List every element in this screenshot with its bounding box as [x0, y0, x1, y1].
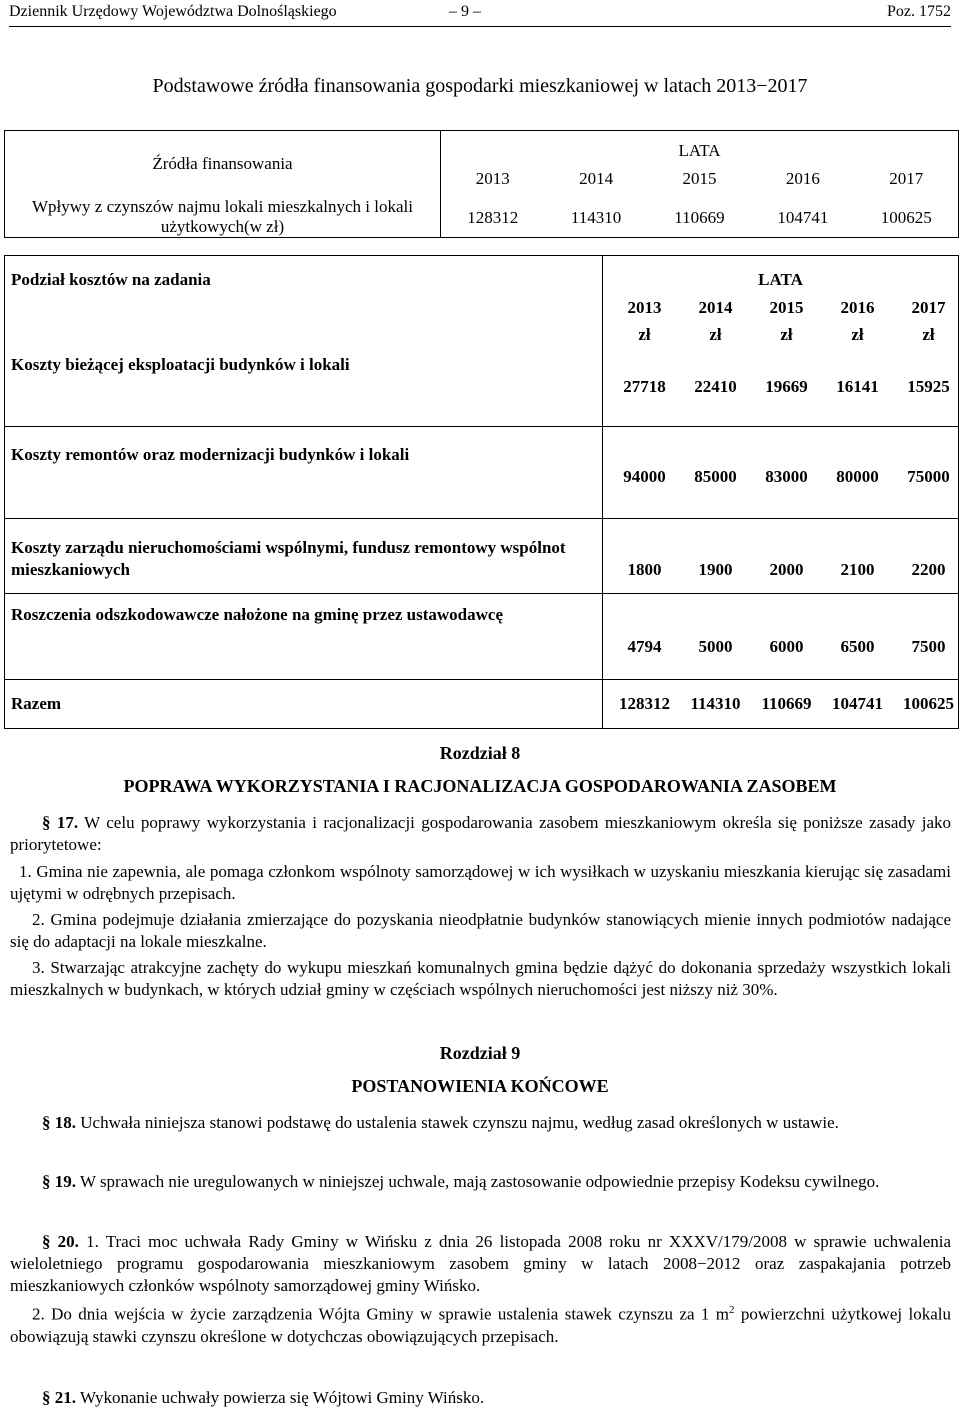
financing-values-cell: [441, 131, 959, 238]
value-cell: 104741: [777, 208, 829, 227]
value-cell: 7500: [911, 637, 946, 656]
paragraph-text: powierzchni użytkowej lokalu obowiązują stawki czynszu określone w dotychczas obowiązujących przepisach.: [10, 1304, 952, 1346]
unit-cell: zł: [922, 325, 935, 344]
value-cell: 1900: [698, 560, 733, 579]
value-cell: 2100: [840, 560, 875, 579]
financing-column-label: Źródła finansowania: [152, 154, 293, 173]
page-header: [9, 2, 951, 22]
table-row: [5, 594, 603, 680]
chapter-9-subtitle: POSTANOWIENIA KOŃCOWE: [351, 1076, 609, 1096]
row-label: Roszczenia odszkodowawcze nałożone na gminę przez ustawodawcę: [11, 605, 503, 624]
row-label: Koszty bieżącej eksploatacji budynków i lokali: [11, 355, 350, 374]
total-row-values: [603, 680, 959, 729]
page-title: Podstawowe źródła finansowania gospodarki mieszkaniowej w latach 2013−2017: [152, 75, 808, 97]
total-label: Razem: [11, 694, 62, 713]
paragraph-number: § 17.: [42, 813, 79, 832]
year-cell: 2017: [889, 169, 924, 188]
value-cell: 83000: [765, 467, 808, 486]
year-cell: 2013: [627, 298, 662, 317]
paragraph-19: [10, 1171, 951, 1193]
paragraph-17: [10, 812, 951, 856]
paragraph-text: Wykonanie uchwały powierza się Wójtowi Gminy Wińsko.: [79, 1388, 485, 1407]
header-divider: [9, 26, 951, 27]
value-cell: 94000: [623, 467, 666, 486]
unit-cell: zł: [780, 325, 793, 344]
value-cell: 6000: [769, 637, 804, 656]
table-row-values: [603, 427, 959, 519]
row-label: Koszty zarządu nieruchomościami wspólnymi, fundusz remontowy wspólnot mieszkaniowych: [11, 538, 566, 579]
costs-header-values-cell: [603, 256, 959, 427]
row-label: Koszty remontów oraz modernizacji budynków i lokali: [11, 445, 410, 464]
costs-division-label: Podział kosztów na zadania: [11, 270, 211, 289]
paragraph-number: § 19.: [42, 1172, 76, 1191]
value-cell: 1800: [627, 560, 662, 579]
financing-sources-table: [4, 130, 959, 238]
value-cell: 15925: [907, 377, 950, 396]
unit-cell: zł: [638, 325, 651, 344]
year-cell: 2015: [769, 298, 804, 317]
table-row: [5, 519, 603, 594]
paragraph-text: 2. Do dnia wejścia w życie zarządzenia Wójta Gminy w sprawie ustalenia stawek czynszu za 1 m: [32, 1304, 730, 1324]
lata-header: LATA: [678, 141, 721, 160]
financing-label-cell: [5, 131, 441, 238]
value-cell: 27718: [623, 377, 666, 396]
value-cell: 6500: [840, 637, 875, 656]
paragraph-text: Uchwała niniejsza stanowi podstawę do ustalenia stawek czynszu najmu, według zasad określonych w ustawie.: [80, 1113, 839, 1132]
value-cell: 5000: [698, 637, 733, 656]
value-cell: 2000: [769, 560, 804, 579]
unit-cell: zł: [709, 325, 722, 344]
year-cell: 2015: [682, 169, 717, 188]
costs-table: [4, 255, 959, 729]
lata-header: LATA: [758, 270, 803, 289]
value-cell: 19669: [765, 377, 808, 396]
paragraph-18: [10, 1112, 951, 1134]
rent-income-label: Wpływy z czynszów najmu lokali mieszkalnych i lokali użytkowych(w zł): [32, 197, 413, 236]
journal-name: Dziennik Urzędowy Województwa Dolnośląskiego: [9, 3, 337, 20]
value-cell: 110669: [761, 694, 812, 713]
position-number: Poz. 1752: [887, 3, 951, 20]
year-cell: 2014: [698, 298, 733, 317]
value-cell: 110669: [674, 208, 725, 227]
paragraph-20: [10, 1231, 951, 1297]
paragraph-text: W celu poprawy wykorzystania i racjonalizacji gospodarowania zasobem mieszkaniowym określa się poniższe zasady jako priorytetowe:: [10, 813, 952, 855]
year-cell: 2016: [785, 169, 820, 188]
value-cell: 128312: [467, 208, 519, 227]
costs-header-label-cell: [5, 256, 603, 427]
value-cell: 16141: [836, 377, 879, 396]
value-cell: 75000: [907, 467, 950, 486]
table-row: [5, 427, 603, 519]
paragraph-number: § 20.: [42, 1232, 79, 1251]
priority-item-1: 1. Gmina nie zapewnia, ale pomaga członkom wspólnoty samorządowej w ich wysiłkach w uzyskaniu mieszkania kierując się zasadami ujętymi w odrębnych przepisach.: [10, 862, 951, 904]
value-cell: 100625: [880, 208, 932, 227]
paragraph-20-item-2: [10, 1303, 951, 1348]
superscript: 2: [729, 1304, 735, 1316]
value-cell: 128312: [619, 694, 670, 713]
year-cell: 2016: [840, 298, 875, 317]
priority-item-3: 3. Stwarzając atrakcyjne zachęty do wykupu mieszkań komunalnych gmina będzie dążyć do dokonania sprzedaży wszystkich lokali mieszkalnych w budynkach, w których udział gminy w częściach wspólnych nieruchomości jest niższy niż 30%.: [10, 958, 951, 1000]
page-number: – 9 –: [449, 3, 481, 20]
value-cell: 2200: [911, 560, 946, 579]
year-cell: 2013: [475, 169, 510, 188]
chapter-9-title: Rozdział 9: [439, 1043, 521, 1063]
value-cell: 4794: [627, 637, 662, 656]
paragraph-text: W sprawach nie uregulowanych w niniejszej uchwale, mają zastosowanie odpowiednie przepisy Kodeksu cywilnego.: [79, 1172, 880, 1191]
value-cell: 114310: [690, 694, 741, 713]
unit-cell: zł: [851, 325, 864, 344]
value-cell: 22410: [694, 377, 737, 396]
priority-item-2: 2. Gmina podejmuje działania zmierzające do pozyskania nieodpłatnie budynków stanowiących mienie innych podmiotów nadające się do adaptacji na lokale mieszkalne.: [10, 910, 951, 952]
paragraph-text: 1. Traci moc uchwała Rady Gminy w Wińsku z dnia 26 listopada 2008 roku nr XXXV/179/2008 w sprawie uchwalenia wieloletniego programu gospodarowania mieszkaniowym zasobem gminy w latach 2008−2012 oraz zaspakajania potrzeb mieszkaniowych członków wspólnoty samorządowej gminy Wińsko.: [10, 1232, 952, 1296]
value-cell: 104741: [832, 694, 883, 713]
table-row-values: [603, 519, 959, 594]
paragraph-number: § 21.: [42, 1388, 76, 1407]
value-cell: 80000: [836, 467, 879, 486]
year-cell: 2017: [911, 298, 946, 317]
value-cell: 114310: [570, 208, 622, 227]
total-row: [5, 680, 603, 729]
year-cell: 2014: [579, 169, 614, 188]
table-row-values: [603, 594, 959, 680]
chapter-8-subtitle: POPRAWA WYKORZYSTANIA I RACJONALIZACJA GOSPODAROWANIA ZASOBEM: [123, 776, 837, 796]
value-cell: 100625: [903, 694, 954, 713]
paragraph-21: [10, 1387, 951, 1409]
chapter-8-title: Rozdział 8: [439, 743, 521, 763]
value-cell: 85000: [694, 467, 737, 486]
paragraph-number: § 18.: [42, 1113, 76, 1132]
